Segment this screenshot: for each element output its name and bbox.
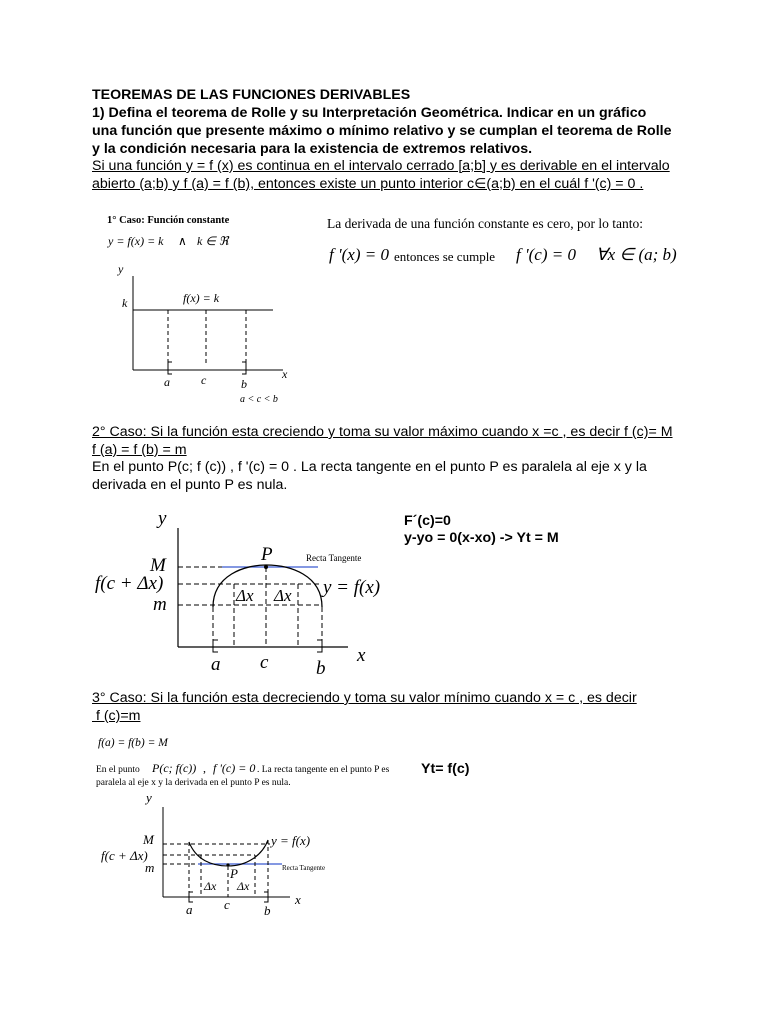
- case3-line-1: 3° Caso: Si la función esta decreciendo y toma su valor mínimo cuando x = c , es decir: [92, 690, 637, 706]
- case1-definition-k: k ∈ ℜ: [197, 234, 229, 248]
- case3-curve-label: y = f(x): [271, 833, 311, 848]
- case3-desc-tangent: . La recta tangente en el punto P es: [257, 765, 390, 775]
- case1-k-label: k: [122, 296, 128, 310]
- case1-definition-wedge: ∧: [178, 234, 187, 248]
- case3-c-label: c: [224, 897, 230, 912]
- case1-function-label: f(x) = k: [183, 291, 220, 305]
- case1-y-label: y: [118, 262, 124, 276]
- case1-eq-forall: ∀x ∈ (a; b): [596, 245, 677, 264]
- case2-b-label: b: [316, 658, 326, 679]
- case2-line-2: f (a) = f (b) = m: [92, 442, 187, 458]
- case2-tangent-label: Recta Tangente: [306, 553, 362, 563]
- case3-desc-a: En el punto: [96, 765, 140, 775]
- case2-y-label: y: [158, 508, 167, 529]
- case1-definition-y: y = f(x) = k: [108, 234, 164, 248]
- case2-m-label: m: [153, 594, 167, 615]
- case2-curve-label: y = f(x): [323, 577, 381, 598]
- case3-answer: Yt= f(c): [421, 761, 470, 777]
- case2-fc-label: f(c + Δx): [95, 573, 164, 594]
- rolle-definition-line-2: abierto (a;b) y f (a) = f (b), entonces existe un punto interior c∈(a;b) en el cuál f '(c) = 0 .: [92, 176, 644, 192]
- case2-dx1-label: Δx: [236, 586, 254, 605]
- case3-desc-point: P(c; f(c)): [152, 761, 197, 775]
- rolle-definition-line-1: Si una función y = f (x) es continua en el intervalo cerrado [a;b] y es derivable en el intervalo: [92, 158, 670, 174]
- case3-dx2-label: Δx: [237, 879, 250, 893]
- case1-title: 1° Caso: Función constante: [107, 215, 230, 226]
- case2-line-1: 2° Caso: Si la función esta creciendo y toma su valor máximo cuando x =c , es decir f (c)= M: [92, 424, 673, 440]
- case2-desc-2: derivada en el punto P es nula.: [92, 477, 288, 493]
- document-title: TEOREMAS DE LAS FUNCIONES DERIVABLES: [92, 87, 411, 103]
- case3-desc-derivative: f '(c) = 0: [213, 761, 256, 775]
- case3-x-label: x: [295, 892, 301, 907]
- case1-entonces: entonces se cumple: [394, 249, 496, 264]
- case1-eq-derivative: f '(x) = 0: [329, 245, 389, 264]
- case2-answer-2: y-yo = 0(x-xo) -> Yt = M: [404, 530, 559, 546]
- case3-fa-equation: f(a) = f(b) = M: [98, 737, 168, 749]
- case2-c-label: c: [260, 652, 269, 673]
- question-line-1: 1) Defina el teorema de Rolle y su Interpretación Geométrica. Indicar en un gráfico: [92, 105, 647, 121]
- case2-P-label: P: [261, 544, 273, 565]
- case1-note: La derivada de una función constante es cero, por lo tanto:: [327, 216, 644, 231]
- case2-dx2-label: Δx: [274, 586, 292, 605]
- case3-a-label: a: [186, 902, 193, 917]
- case1-eq-rolle: f '(c) = 0: [516, 245, 576, 264]
- case2-answer-1: F´(c)=0: [404, 513, 451, 529]
- case1-x-label: x: [282, 367, 288, 381]
- case1-a-label: a: [164, 375, 170, 389]
- case3-line-2: f (c)=m: [92, 708, 141, 724]
- case3-dx1-label: Δx: [204, 879, 217, 893]
- case1-b-label: b: [241, 377, 247, 391]
- case2-desc-1: En el punto P(c; f (c)) , f '(c) = 0 . La recta tangente en el punto P es paralela al eje x y la: [92, 459, 647, 475]
- question-line-2: una función que presente máximo o mínimo relativo y se cumplan el teorema de Rolle: [92, 123, 672, 139]
- case3-desc-2: paralela al eje x y la derivada en el punto P es nula.: [96, 778, 291, 788]
- case3-y-label: y: [146, 790, 152, 805]
- case3-b-label: b: [264, 903, 271, 918]
- case1-order: a < c < b: [240, 394, 278, 405]
- case3-m-label: m: [145, 860, 155, 875]
- case3-P-label: P: [230, 866, 238, 881]
- case2-x-label: x: [357, 645, 366, 666]
- question-line-3: y la condición necesaria para la existencia de extremos relativos.: [92, 141, 533, 157]
- case3-M-label: M: [143, 832, 154, 847]
- case3-desc-comma: ,: [203, 761, 206, 775]
- case3-tangent-label: Recta Tangente: [282, 864, 326, 872]
- case2-M-label: M: [150, 555, 166, 576]
- case3-fc-label: f(c + Δx): [101, 848, 148, 863]
- case1-c-label: c: [201, 373, 207, 387]
- case2-a-label: a: [211, 654, 221, 675]
